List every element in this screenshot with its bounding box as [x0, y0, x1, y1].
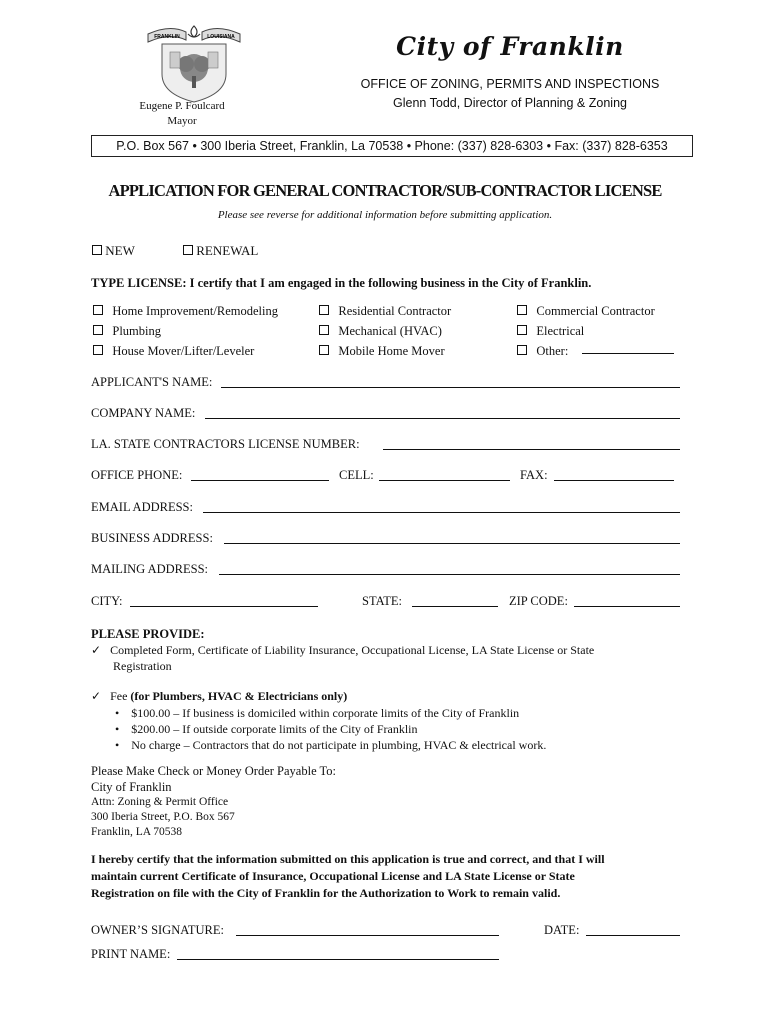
bullet-icon: • — [115, 738, 120, 752]
new-label: NEW — [105, 243, 135, 258]
renewal-checkbox[interactable] — [183, 245, 193, 255]
new-option[interactable] — [92, 243, 135, 259]
business-address-field[interactable] — [224, 543, 680, 544]
cell-field[interactable] — [379, 480, 510, 481]
email-label: EMAIL ADDRESS: — [91, 500, 193, 514]
company-name-field[interactable] — [205, 418, 680, 419]
fee-item: • $100.00 – If business is domiciled within corporate limits of the City of Franklin — [115, 706, 520, 720]
date-field[interactable] — [586, 935, 680, 936]
city-field[interactable] — [130, 606, 318, 607]
license-label: Electrical — [536, 324, 585, 338]
state-license-field[interactable] — [383, 449, 680, 450]
payable-block: Please Make Check or Money Order Payable To: City of Franklin Attn: Zoning & Permit Office 300 Iberia Street, P.O. Box 567 Franklin, LA 70538 — [91, 764, 337, 838]
license-option[interactable] — [319, 321, 451, 341]
fax-field[interactable] — [554, 480, 674, 481]
date-label: DATE: — [544, 923, 580, 937]
license-option[interactable] — [319, 301, 451, 321]
license-option[interactable] — [93, 341, 278, 361]
license-checkbox[interactable] — [319, 345, 329, 355]
checkmark-icon: ✓ — [91, 643, 102, 657]
license-checkbox[interactable] — [93, 345, 103, 355]
state-license-label: LA. STATE CONTRACTORS LICENSE NUMBER: — [91, 437, 360, 451]
certification-text: I hereby certify that the information submitted on this application is true and correct, and that I will maintain current Certificate of Insurance, Occupational License and LA State License or State Registration on file with the City of Franklin for the Authorization to Work to remain valid. — [91, 852, 605, 900]
office-phone-label: OFFICE PHONE: — [91, 468, 183, 482]
license-col-2 — [319, 301, 451, 361]
mailing-address-label: MAILING ADDRESS: — [91, 562, 209, 576]
provide-item-fee: ✓ Fee (for Plumbers, HVAC & Electricians only) — [91, 689, 348, 703]
license-checkbox[interactable] — [517, 325, 527, 335]
application-subnote: Please see reverse for additional information before submitting application. — [217, 209, 553, 221]
license-checkbox[interactable] — [517, 305, 527, 315]
renewal-option[interactable] — [183, 243, 258, 259]
city-seal-logo — [140, 24, 248, 104]
license-label: House Mover/Lifter/Leveler — [112, 344, 255, 358]
applicant-name-field[interactable] — [221, 387, 680, 388]
print-name-label: PRINT NAME: — [91, 947, 171, 961]
license-label: Mechanical (HVAC) — [338, 324, 442, 338]
state-field[interactable] — [412, 606, 498, 607]
fee-item: • No charge – Contractors that do not participate in plumbing, HVAC & electrical work. — [115, 738, 547, 752]
provide-item-documents: ✓ Completed Form, Certificate of Liability Insurance, Occupational License, LA State License or State Registration — [91, 643, 595, 673]
checkmark-icon: ✓ — [91, 689, 102, 703]
license-label: Residential Contractor — [338, 304, 452, 318]
owner-signature-field[interactable] — [236, 935, 499, 936]
mailing-address-field[interactable] — [219, 574, 680, 575]
other-license-field[interactable] — [582, 353, 674, 354]
license-checkbox[interactable] — [517, 345, 527, 355]
mayor-title: Mayor — [167, 115, 197, 127]
seal-banner-right: LOUISIANA — [207, 34, 235, 40]
address-bar: P.O. Box 567 • 300 Iberia Street, Franklin, La 70538 • Phone: (337) 828-6303 • Fax: (337) 828-6353 — [91, 135, 693, 157]
license-option[interactable] — [93, 321, 278, 341]
city-title: City of Franklin — [396, 32, 624, 61]
zip-label: ZIP CODE: — [509, 594, 568, 608]
license-option[interactable] — [517, 341, 655, 361]
seal-banner-left: FRANKLIN — [154, 34, 180, 40]
bullet-icon: • — [115, 722, 120, 736]
zip-field[interactable] — [574, 606, 680, 607]
license-label: Home Improvement/Remodeling — [112, 304, 278, 318]
email-field[interactable] — [203, 512, 680, 513]
company-name-label: COMPANY NAME: — [91, 406, 196, 420]
license-option[interactable] — [93, 301, 278, 321]
license-label: Mobile Home Mover — [338, 344, 445, 358]
fee-item: • $200.00 – If outside corporate limits of the City of Franklin — [115, 722, 418, 736]
license-option[interactable] — [319, 341, 451, 361]
renewal-label: RENEWAL — [196, 243, 259, 258]
license-label: Plumbing — [112, 324, 161, 338]
license-col-1 — [93, 301, 278, 361]
license-option[interactable] — [517, 301, 655, 321]
type-license-heading: TYPE LICENSE: I certify that I am engaged in the following business in the City of Franklin. — [91, 276, 592, 290]
state-label: STATE: — [362, 594, 402, 608]
license-label: Other: — [536, 344, 569, 358]
please-provide-heading: PLEASE PROVIDE: — [91, 627, 205, 641]
office-phone-field[interactable] — [191, 480, 329, 481]
print-name-field[interactable] — [177, 959, 499, 960]
license-option[interactable] — [517, 321, 655, 341]
office-name: OFFICE OF ZONING, PERMITS AND INSPECTIONS — [360, 77, 660, 91]
bullet-icon: • — [115, 706, 120, 720]
business-address-label: BUSINESS ADDRESS: — [91, 531, 213, 545]
license-checkbox[interactable] — [93, 325, 103, 335]
license-checkbox[interactable] — [319, 325, 329, 335]
license-checkbox[interactable] — [319, 305, 329, 315]
director-line: Glenn Todd, Director of Planning & Zoning — [393, 96, 627, 110]
application-title: APPLICATION FOR GENERAL CONTRACTOR/SUB-CONTRACTOR LICENSE — [108, 181, 662, 200]
owner-signature-label: OWNER’S SIGNATURE: — [91, 923, 224, 937]
license-checkbox[interactable] — [93, 305, 103, 315]
license-col-3 — [517, 301, 655, 361]
license-label: Commercial Contractor — [536, 304, 655, 318]
mayor-name: Eugene P. Foulcard — [139, 100, 225, 112]
fax-label: FAX: — [520, 468, 548, 482]
mayor-block — [120, 99, 244, 129]
new-checkbox[interactable] — [92, 245, 102, 255]
applicant-name-label: APPLICANT'S NAME: — [91, 375, 213, 389]
fee-list — [115, 705, 695, 753]
cell-label: CELL: — [339, 468, 374, 482]
city-label: CITY: — [91, 594, 123, 608]
